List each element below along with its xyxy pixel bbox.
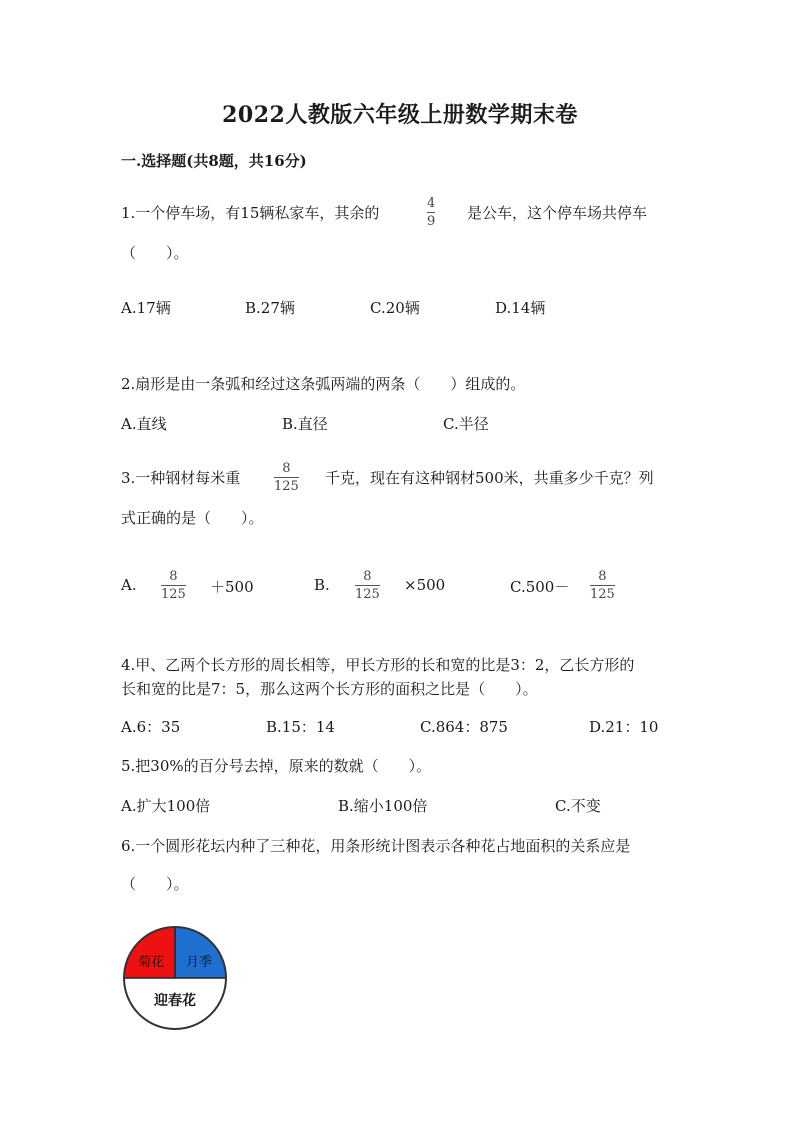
q1-option-d[interactable]: D.14辆	[495, 299, 546, 317]
q6-line-1: 6.一个圆形花坛内种了三种花，用条形统计图表示各种花占地面积的关系应是	[121, 837, 631, 855]
page-title: 2022人教版六年级上册数学期末卷	[222, 102, 578, 128]
frac-den: 125	[355, 587, 380, 602]
q2-option-a[interactable]: A.直线	[121, 415, 167, 433]
q3-option-b-label[interactable]: B.	[314, 576, 330, 594]
frac-num: 8	[598, 569, 607, 584]
q6-line-2: （ ）。	[121, 875, 189, 893]
q3-option-a-suffix: ＋500	[210, 578, 254, 596]
fraction-bar	[355, 585, 380, 586]
q1-frac-den: 9	[427, 214, 436, 229]
q3-text-a: 3.一种钢材每米重	[121, 469, 241, 487]
q5-option-c[interactable]: C.不变	[555, 797, 601, 815]
q4-option-c[interactable]: C.864：875	[420, 718, 508, 736]
q5-option-b[interactable]: B.缩小100倍	[338, 797, 428, 815]
fraction-bar	[590, 585, 615, 586]
q1-option-a[interactable]: A.17辆	[121, 299, 171, 317]
q3-frac-num: 8	[282, 461, 291, 476]
q4-line-1: 4.甲、乙两个长方形的周长相等，甲长方形的长和宽的比是3：2，乙长方形的	[121, 656, 635, 674]
fraction-bar	[427, 212, 435, 213]
q2-option-b[interactable]: B.直径	[282, 415, 328, 433]
q1-frac-num: 4	[427, 196, 436, 211]
flower-bed-pie-figure	[122, 925, 228, 1031]
q1-option-c[interactable]: C.20辆	[370, 299, 420, 317]
q4-option-a[interactable]: A.6：35	[121, 718, 181, 736]
q1-text-b: 是公车，这个停车场共停车	[467, 204, 648, 222]
fraction-bar	[274, 477, 299, 478]
frac-num: 8	[169, 569, 178, 584]
q5-text: 5.把30%的百分号去掉，原来的数就（ ）。	[121, 757, 432, 775]
q3-option-b-suffix: ×500	[404, 576, 446, 594]
frac-den: 125	[161, 587, 186, 602]
q3-option-c-label[interactable]: C.500－	[510, 578, 570, 596]
pie-label-jasmine: 迎春花	[154, 993, 196, 1009]
frac-den: 125	[590, 587, 615, 602]
q1-option-b[interactable]: B.27辆	[245, 299, 295, 317]
q4-option-d[interactable]: D.21：10	[589, 718, 659, 736]
pie-label-chrysanthemum: 菊花	[137, 955, 165, 970]
q3-option-b-fraction	[355, 569, 380, 602]
q4-option-b[interactable]: B.15：14	[266, 718, 335, 736]
q3-option-c-fraction	[590, 569, 615, 602]
frac-num: 8	[363, 569, 372, 584]
q3-option-a-fraction	[161, 569, 186, 602]
q3-frac-den: 125	[274, 479, 299, 494]
q2-option-c[interactable]: C.半径	[443, 415, 489, 433]
section-heading: 一.选择题(共8题，共16分)	[121, 152, 307, 170]
q2-text: 2.扇形是由一条弧和经过这条弧两端的两条（ ）组成的。	[121, 375, 526, 393]
q5-option-a[interactable]: A.扩大100倍	[121, 797, 211, 815]
fraction-bar	[161, 585, 186, 586]
pie-label-rose: 月季	[185, 955, 213, 970]
q1-text-c: （ ）。	[121, 244, 189, 262]
q3-fraction	[274, 461, 299, 494]
q1-text-a: 1.一个停车场，有15辆私家车，其余的	[121, 204, 380, 222]
q3-option-a-label[interactable]: A.	[121, 576, 137, 594]
q3-text-c: 式正确的是（ ）。	[121, 509, 264, 527]
q4-line-2: 长和宽的比是7：5，那么这两个长方形的面积之比是（ ）。	[121, 680, 538, 698]
q1-fraction	[427, 196, 435, 229]
q3-text-b: 千克，现在有这种钢材500米，共重多少千克？列	[325, 469, 654, 487]
